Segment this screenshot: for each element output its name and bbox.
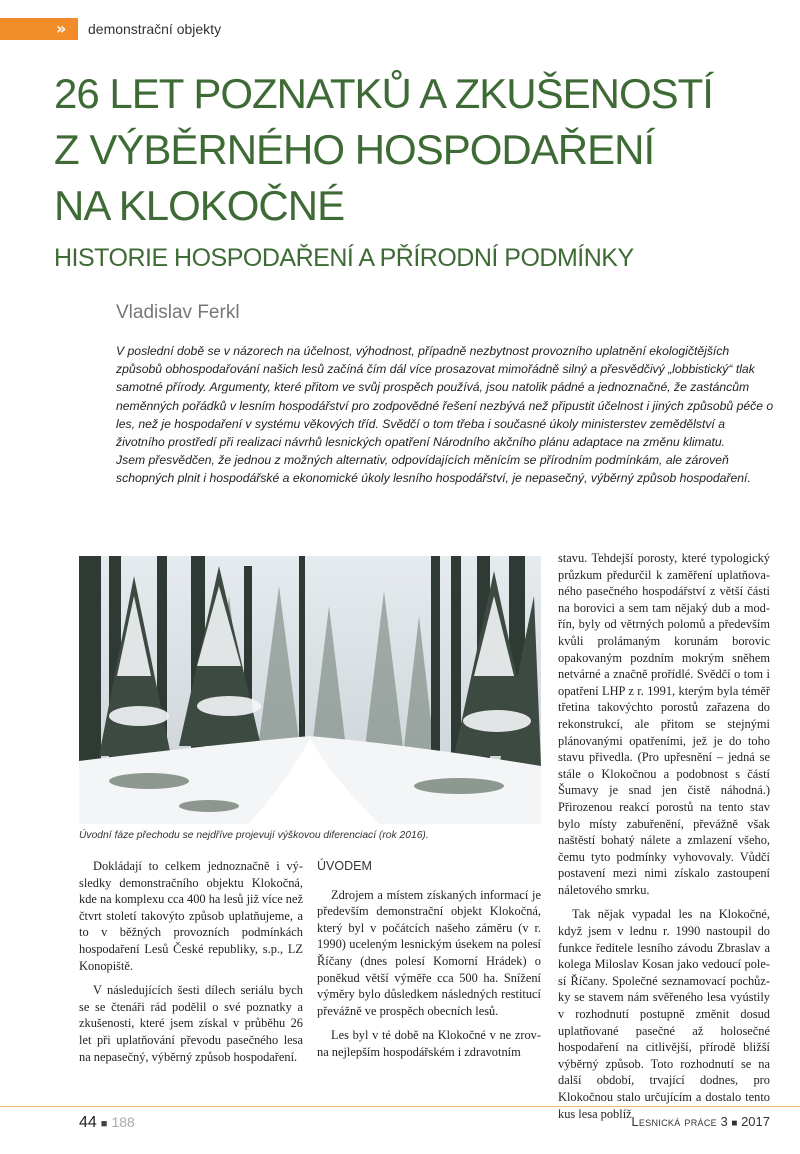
journal-name: Lesnická práce — [631, 1114, 717, 1129]
title-line: NA KLOKOČNÉ — [54, 182, 345, 229]
text-column-3 — [558, 550, 770, 1130]
text-column-1 — [79, 858, 303, 1073]
footer-divider — [0, 1106, 800, 1107]
article-title — [54, 66, 774, 234]
paragraph: Zdrojem a místem získaných informací je především demonstrační objekt Klokočná, který byl v počátcích našeho záměru (v r. 1990) uceleným lesnickým úsekem na polesí Říčany (dnes polesí Komorní Hrádek) o poněkud větší výměře cca 500 ha. Snížení výměry bylo důsledkem následných restitucí převážně ve prospěch obecních lesů. — [317, 887, 541, 1018]
text-column-2 — [317, 858, 541, 1069]
title-line: 26 LET POZNATKŮ A ZKUŠENOSTÍ — [54, 70, 713, 117]
section-tag — [0, 18, 800, 40]
separator-dot: ■ — [731, 1118, 738, 1129]
paragraph: stavu. Tehdejší porosty, které typologický průzkum předurčil k zaměření uplatňovaného pasečného hospodářství z větší části na borovici a sem tam nějaký dub a modřín, byly od větrných polomů a především kvůli prolámaným korunám borovic opakovaným pozdním mokrým sněhem netvárné a značně prořídlé. Svědčí o tom i opatření LHP z r. 1991, kterým byla téměř třetina takovýchto porostů zařazena do rekonstrukcí, ale přitom se stejnými plánovanými opatřeními, jež je do toho stavu přivedla. (Pro upřesnění – jedná se stále o Klokočnou a podobnost s částí Šumavy je snad jen čistě náhodná.) Přirozenou reakcí porostů na tento stav bylo místy zabuřenění, převážně však naštěstí bohatý nálete a zmlazení všeho, čemu tyto podmínky vyhovovaly. Vůdčí postavení mezi nimi získalo zastoupení náletového smrku. — [558, 551, 770, 897]
issue-number: 3 — [720, 1114, 728, 1129]
chevron-right-icon: » — [56, 19, 64, 38]
paragraph: Tak nějak vypadal les na Klokočné, když jsem v lednu r. 1990 nastoupil do funkce ředitele lesního závodu Zbraslav a kolega Miloslav Kosan jako vedoucí polesí Říčany. Společné seznamovací pochůzky se stavem nám svěřeného lesa vyústily v rozhodnutí postupně změnit dosud uplatňované pasečné až holosečné hospodaření na citlivější, přírodě bližší výběrný způsob. Toto rozhodnutí se na další období, trvající dodnes, pro Klokočnou stalo určujícím a dostalo tento kus lesa poblíž — [558, 907, 770, 1121]
title-line: Z VÝBĚRNÉHO HOSPODAŘENÍ — [54, 126, 655, 173]
paragraph: Dokládají to celkem jednoznačně i výsledky demonstračního objektu Klokočná, kde na komplexu cca 400 ha lesů již více než čtvrt století takovýto způsob uplatňujeme, a to v běžných provozních podmínkách hospodaření Lesů České republiky, s.p., LZ Konopiště. — [79, 859, 303, 973]
abstract-paragraph: Jsem přesvědčen, že jednou z možných alternativ, odpovídajících měnícím se přírodním podmínkám, ale zároveň schopných plnit i hospodářské a ekonomické úkoly lesního hospodářství, je nepasečný, výběrný způsob hospodaření. — [116, 453, 751, 486]
photo-caption: Úvodní fáze přechodu se nejdříve projevují výškovou diferenciací (rok 2016). — [79, 830, 429, 841]
abstract — [116, 342, 776, 488]
journal-info — [631, 1114, 770, 1129]
section-heading: ÚVODEM — [317, 859, 372, 873]
forest-photo — [79, 556, 541, 824]
separator-dot: ■ — [100, 1118, 108, 1130]
page-number — [79, 1114, 135, 1132]
abstract-paragraph: V poslední době se v názorech na účelnost, výhodnost, případně nezbytnost provozního uplatnění ekologičtějších způsobů obhospodařování našich lesů začíná čím dál více prosazovat mimořádně silný a přesvědčivý „lobbistický“ tlak samotné přírody. Argumenty, které přitom ve svůj prospěch používá, jsou natolik pádné a jednoznačné, že zastáncům neměnných pořádků v lesním hospodářství pro zodpovědné řešení nezbývá než připustit účelnost i jiných způsobů péče o les, než je hospodaření v systému věkových tříd. Svědčí o tom třeba i současné úkoly ministerstev zemědělství a životního prostředí při realizaci návrhů lesnických opatření Národního akčního plánu adaptace na změnu klimatu. — [116, 344, 774, 450]
author-name: Vladislav Ferkl — [116, 302, 240, 323]
snowy-forest-illustration — [79, 556, 541, 824]
article-subtitle: HISTORIE HOSPODAŘENÍ A PŘÍRODNÍ PODMÍNKY — [54, 244, 634, 272]
paragraph: V následujících šesti dílech seriálu bych se se čtenáři rád podělil o své poznatky a zkušenosti, které jsem získal v průběhu 26 let při uplatňování převodu pasečného lesa na nepasečný, výběrný způsob hospodaření. — [79, 983, 303, 1064]
section-label: demonstrační objekty — [88, 21, 222, 37]
page-total: 188 — [111, 1114, 135, 1130]
section-tag-bar — [0, 18, 78, 40]
paragraph: Les byl v té době na Klokočné v ne zrovna nejlepším hospodářském i zdravotním — [317, 1028, 541, 1059]
page-current: 44 — [79, 1114, 97, 1131]
issue-year: 2017 — [741, 1114, 770, 1129]
